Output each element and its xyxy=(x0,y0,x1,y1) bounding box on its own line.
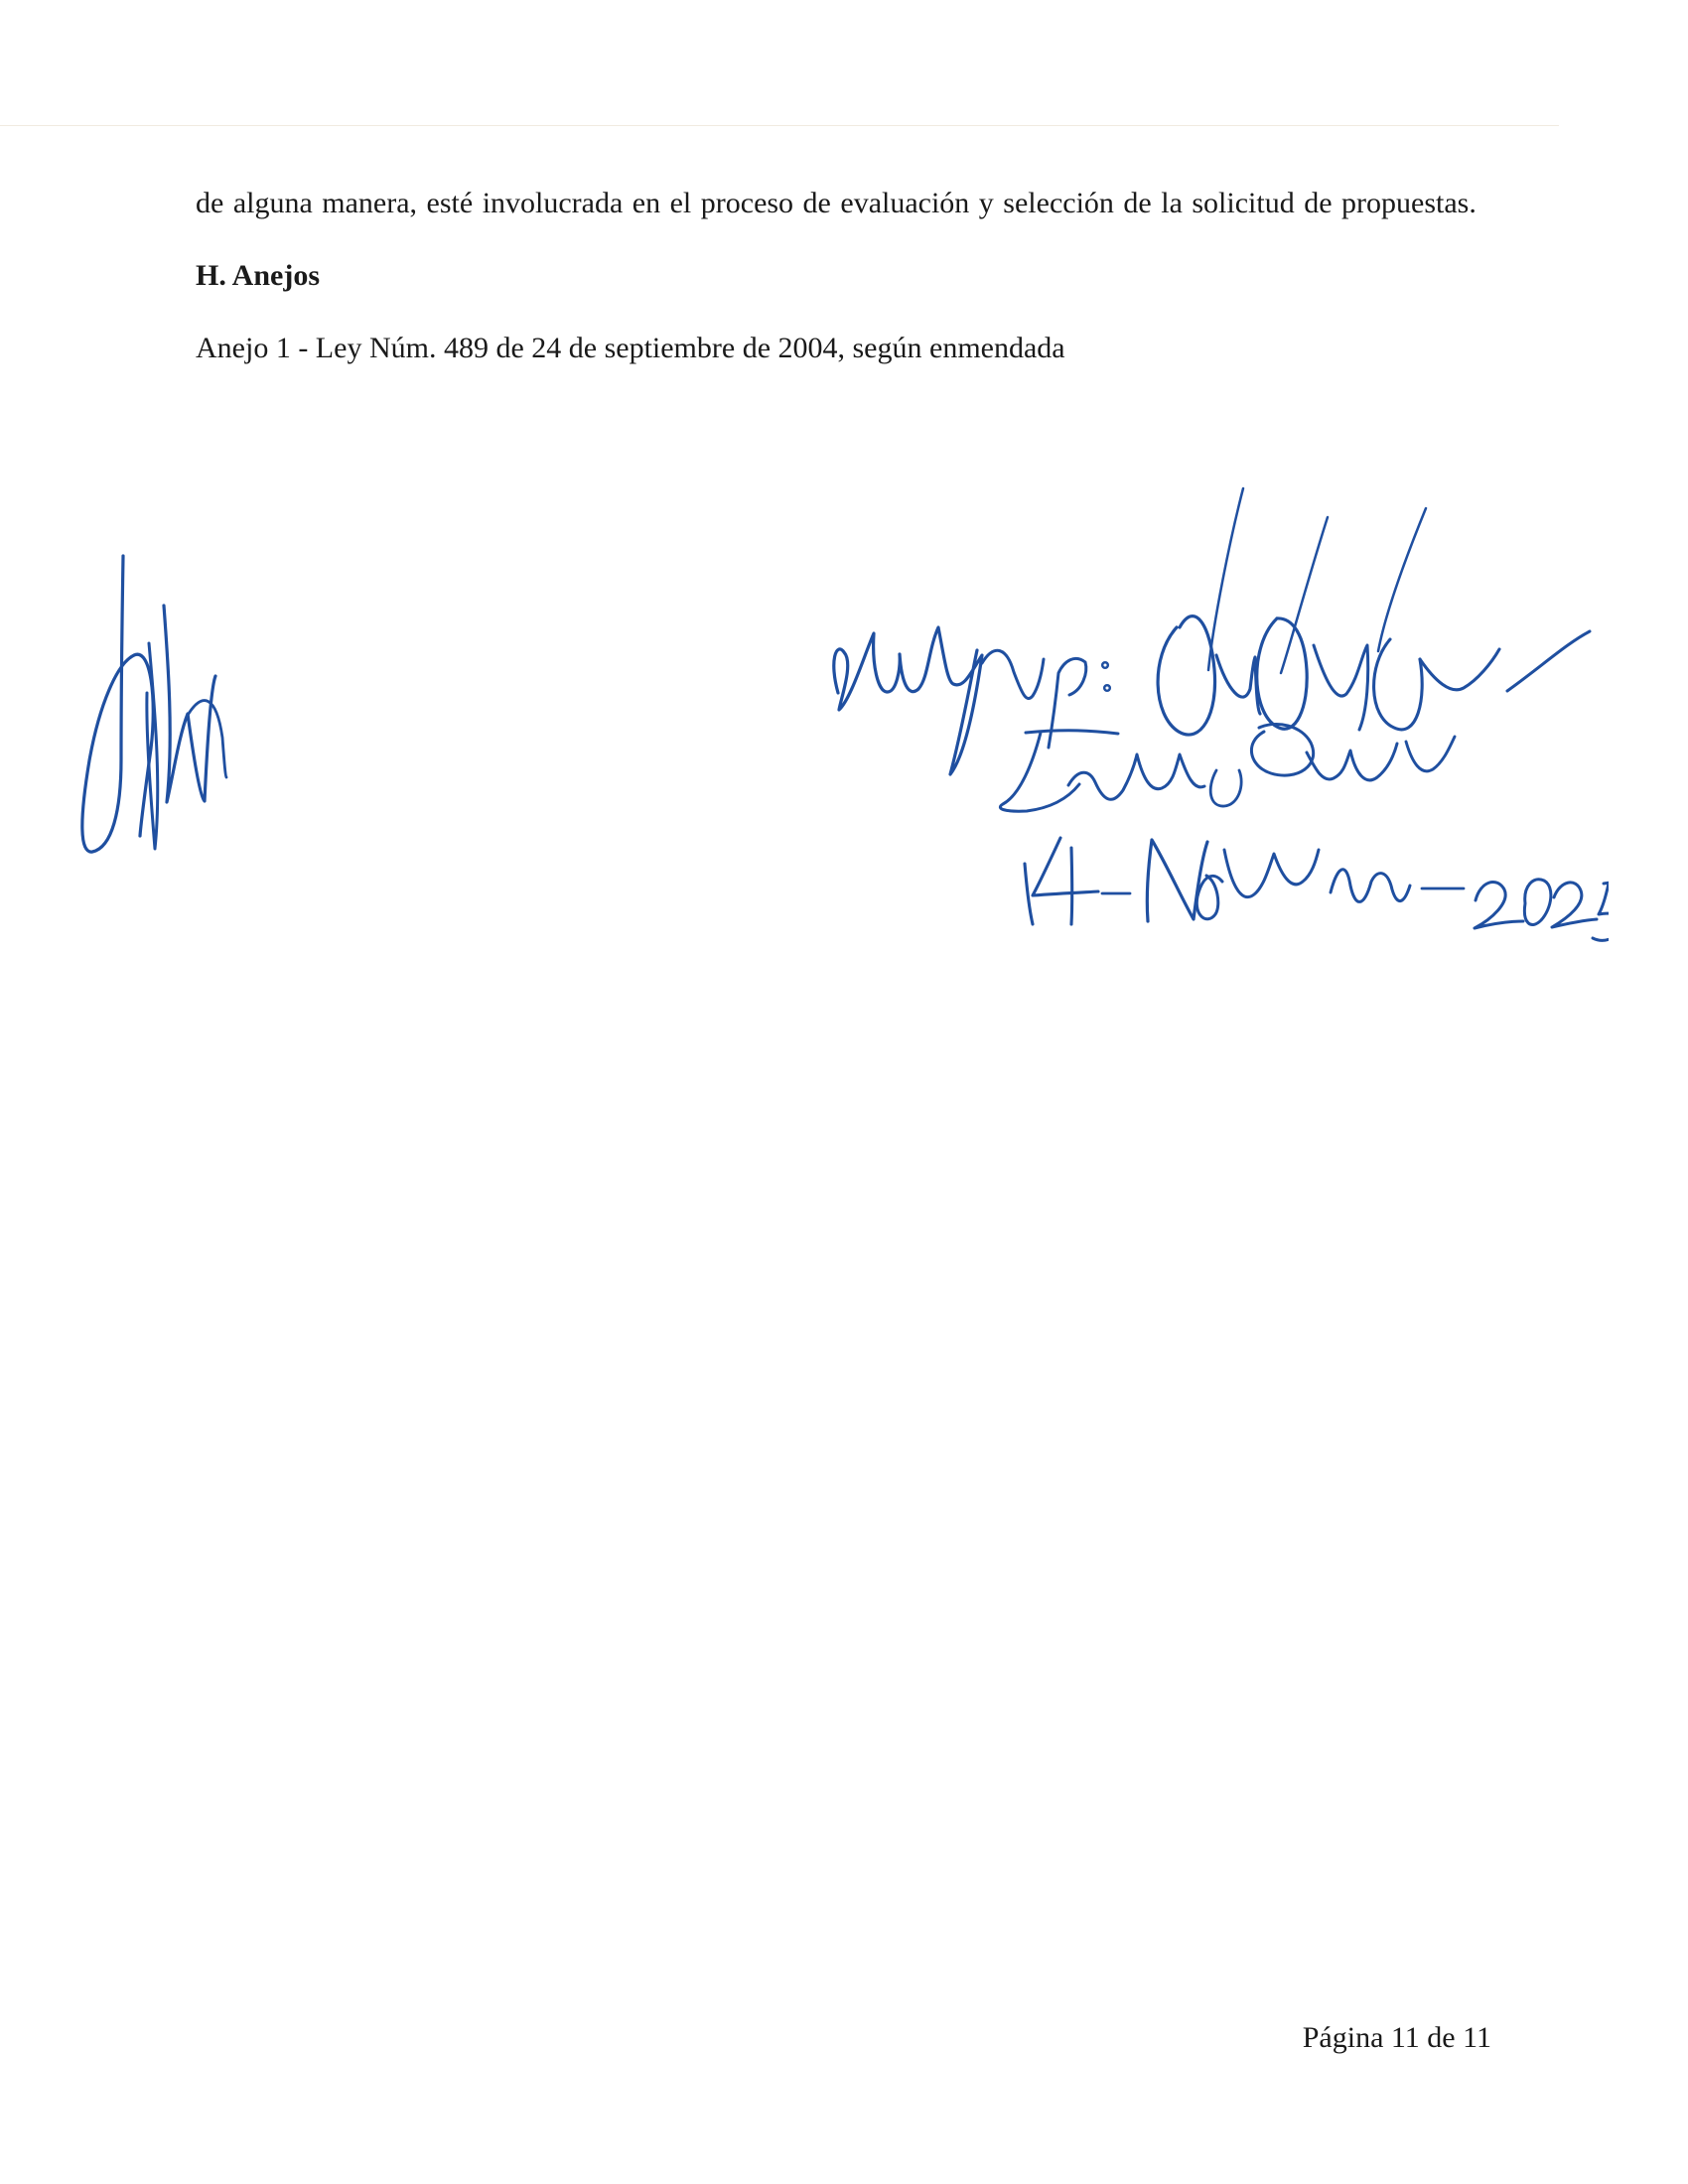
document-page-content xyxy=(196,185,1491,367)
annex-item: Anejo 1 - Ley Núm. 489 de 24 de septiembre de 2004, según enmendada xyxy=(196,332,1065,364)
section-heading: H. Anejos xyxy=(196,259,321,292)
authorization-signature xyxy=(814,486,1609,953)
page-number: Página 11 de 11 xyxy=(1302,2021,1491,2054)
body-paragraph: de alguna manera, esté involucrada en el proceso de evaluación y selección de la solicitud de propuestas. xyxy=(196,187,1477,219)
initials-signature xyxy=(79,536,228,864)
scan-edge-line xyxy=(0,125,1559,126)
